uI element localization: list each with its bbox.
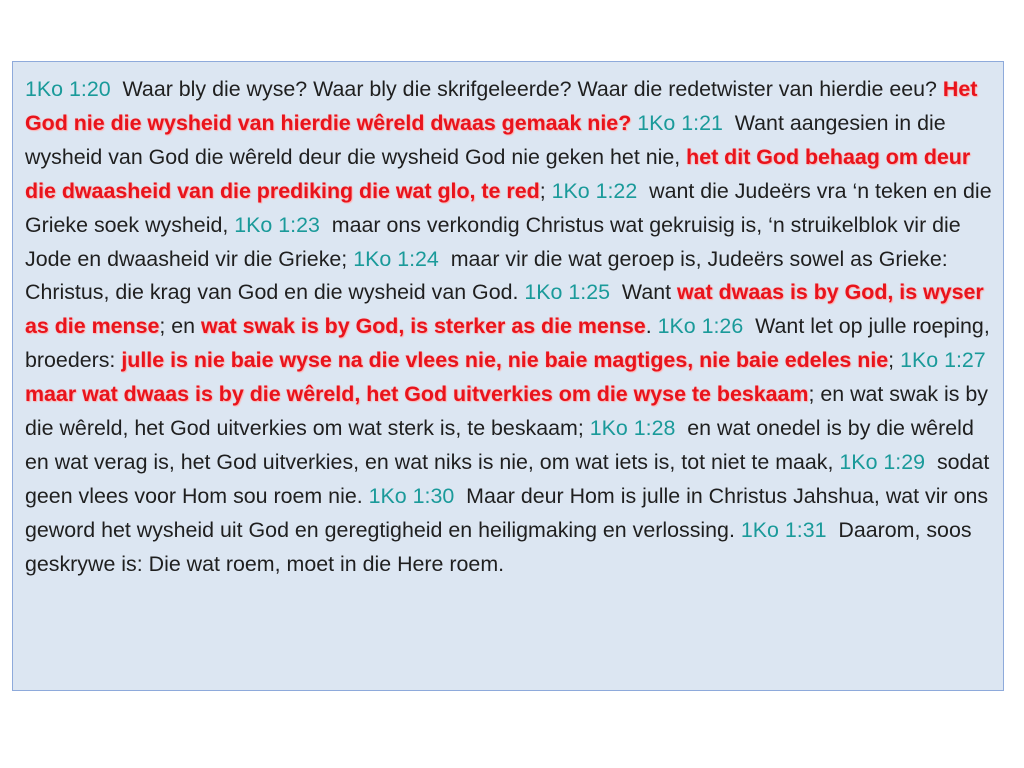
verse-text: Want — [621, 280, 672, 305]
highlighted-text: Het God nie die wysheid van hierdie wêreld dwaas gemaak nie? — [25, 77, 978, 135]
verse-text: en wat onedel is by die wêreld en wat verag is, het God uitverkies, en wat niks is nie, om wat iets is, tot niet te maak, — [25, 416, 974, 474]
verse-reference: 1Ko 1:22 — [551, 178, 638, 203]
verse-reference: 1Ko 1:25 — [524, 280, 611, 305]
verse-text: maar vir die wat geroep is, Judeërs sowel as Grieke: Christus, die krag van God en die wysheid van God. — [25, 246, 948, 305]
verse-text: ; en wat swak is by die wêreld, het God uitverkies om wat sterk is, te beskaam; — [25, 382, 988, 441]
verse-text: maar ons verkondig Christus wat gekruisig is, ‘n struikelblok vir die Jode en dwaasheid vir die Grieke; — [25, 212, 961, 271]
verse-text: Want aangesien in die wysheid van God die wêreld deur die wysheid God nie geken het nie, — [25, 110, 946, 169]
verse-text: Waar bly die wyse? Waar bly die skrifgeleerde? Waar die redetwister van hierdie eeu? — [122, 77, 937, 101]
verse-text: Daarom, soos geskrywe is: Die wat roem, moet in die Here roem. — [25, 517, 972, 576]
verse-text: sodat geen vlees voor Hom sou roem nie. — [25, 449, 990, 508]
verse-reference: 1Ko 1:20 — [25, 77, 111, 101]
verse-reference: 1Ko 1:23 — [234, 212, 320, 237]
highlighted-text: het dit God behaag om deur die dwaasheid van die prediking die wat glo, te red — [25, 144, 971, 203]
scripture-passage — [25, 73, 993, 582]
verse-text: want die Judeërs vra ‘n teken en die Grieke soek wysheid, — [25, 178, 992, 237]
verse-reference: 1Ko 1:31 — [740, 517, 827, 542]
scripture-text-box — [12, 61, 1004, 691]
highlighted-text: wat dwaas is by God, is wyser as die mense — [25, 280, 984, 339]
verse-reference: 1Ko 1:30 — [368, 483, 455, 508]
punctuation: . — [645, 314, 652, 339]
verse-text: ; en — [159, 314, 196, 339]
highlighted-text: maar wat dwaas is by die wêreld, het God uitverkies om die wyse te beskaam — [25, 382, 809, 407]
verse-reference: 1Ko 1:28 — [589, 416, 676, 441]
punctuation: ; — [888, 348, 895, 373]
verse-reference: 1Ko 1:26 — [657, 314, 744, 339]
verse-text: Want let op julle roeping, broeders: — [25, 314, 990, 373]
verse-text: Maar deur Hom is julle in Christus Jahshua, wat vir ons geword het wysheid uit God en geregtigheid en heiligmaking en verlossing. — [25, 483, 989, 542]
highlighted-text: julle is nie baie wyse na die vlees nie, nie baie magtiges, nie baie edeles nie — [121, 348, 889, 373]
verse-reference: 1Ko 1:21 — [637, 110, 723, 135]
verse-reference: 1Ko 1:27 — [900, 348, 986, 373]
punctuation: ; — [539, 178, 546, 203]
verse-reference: 1Ko 1:24 — [353, 246, 439, 271]
verse-reference: 1Ko 1:29 — [839, 449, 926, 474]
highlighted-text: wat swak is by God, is sterker as die mense — [201, 314, 646, 339]
